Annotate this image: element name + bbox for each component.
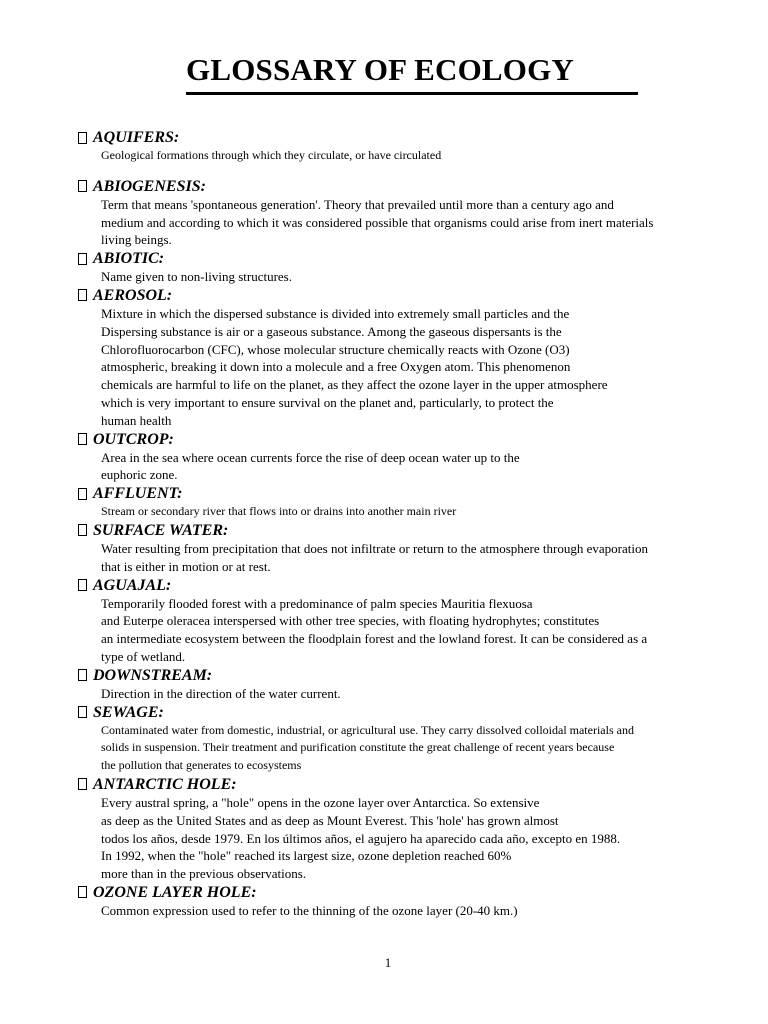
glossary-entry xyxy=(78,576,738,666)
glossary-definition xyxy=(101,305,738,430)
term-row xyxy=(78,521,738,540)
definition-line: solids in suspension. Their treatment and purification constitute the great challenge of recent years because xyxy=(101,740,615,755)
definition-line: Contaminated water from domestic, industrial, or agricultural use. They carry dissolved colloidal materials and xyxy=(101,722,634,737)
glossary-definition xyxy=(101,902,738,920)
definition-line: human health xyxy=(101,412,172,428)
glossary-term: ABIOTIC: xyxy=(93,250,165,268)
glossary-definition xyxy=(101,685,738,703)
term-row xyxy=(78,177,738,196)
definition-line: more than in the previous observations. xyxy=(101,866,307,882)
bullet-box-icon xyxy=(78,253,87,265)
definition-line: Geological formations through which they circulate, or have circulated xyxy=(101,148,442,162)
definition-line: and Euterpe oleracea interspersed with other tree species, with floating hydrophytes; constitutes xyxy=(101,613,600,629)
glossary-definition xyxy=(101,794,738,883)
definition-line: Direction in the direction of the water current. xyxy=(101,685,341,701)
glossary-entry xyxy=(78,883,738,920)
definition-line: Temporarily flooded forest with a predominance of palm species Mauritia flexuosa xyxy=(101,595,533,611)
glossary-list xyxy=(78,128,738,920)
glossary-definition xyxy=(101,147,738,165)
definition-line: chemicals are harmful to life on the planet, as they affect the ozone layer in the upper atmosphere xyxy=(101,377,608,393)
bullet-box-icon xyxy=(78,778,87,790)
glossary-term: AEROSOL: xyxy=(93,286,173,304)
definition-line: living beings. xyxy=(101,232,172,248)
term-row xyxy=(78,703,738,722)
definition-line: atmospheric, breaking it down into a molecule and a free Oxygen atom. This phenomenon xyxy=(101,359,571,375)
definition-line: as deep as the United States and as deep as Mount Everest. This 'hole' has grown almost xyxy=(101,812,559,828)
definition-line: todos los años, desde 1979. En los últimos años, el agujero ha aparecido cada año, excepto en 1988. xyxy=(101,830,621,846)
glossary-entry xyxy=(78,177,738,249)
definition-line: Dispersing substance is air or a gaseous substance. Among the gaseous dispersants is the xyxy=(101,323,562,339)
bullet-box-icon xyxy=(78,488,87,500)
bullet-box-icon xyxy=(78,669,87,681)
glossary-entry xyxy=(78,521,738,576)
definition-line: an intermediate ecosystem between the floodplain forest and the lowland forest. It can be considered as a xyxy=(101,631,648,647)
definition-line: Term that means 'spontaneous generation'. Theory that prevailed until more than a century ago and xyxy=(101,196,614,212)
term-row xyxy=(78,883,738,902)
definition-line: Water resulting from precipitation that does not infiltrate or return to the atmosphere through evaporation xyxy=(101,540,648,556)
term-row xyxy=(78,249,738,268)
glossary-term: ANTARCTIC HOLE: xyxy=(93,775,237,793)
definition-line: Chlorofluorocarbon (CFC), whose molecular structure chemically reacts with Ozone (O3) xyxy=(101,341,570,357)
definition-line: that is either in motion or at rest. xyxy=(101,558,271,574)
glossary-definition xyxy=(101,503,738,521)
term-row xyxy=(78,286,738,305)
bullet-box-icon xyxy=(78,180,87,192)
definition-line: Stream or secondary river that flows into or drains into another main river xyxy=(101,504,457,519)
term-row xyxy=(78,775,738,794)
bullet-box-icon xyxy=(78,706,87,718)
glossary-entry xyxy=(78,666,738,703)
bullet-box-icon xyxy=(78,886,87,898)
glossary-term: SURFACE WATER: xyxy=(93,521,229,539)
term-row xyxy=(78,484,738,503)
glossary-definition xyxy=(101,722,738,775)
glossary-definition xyxy=(101,595,738,666)
definition-line: Area in the sea where ocean currents force the rise of deep ocean water up to the xyxy=(101,449,520,465)
bullet-box-icon xyxy=(78,579,87,591)
definition-line: Name given to non-living structures. xyxy=(101,269,292,285)
term-row xyxy=(78,430,738,449)
term-row xyxy=(78,666,738,685)
definition-line: euphoric zone. xyxy=(101,467,178,483)
definition-line: type of wetland. xyxy=(101,648,186,664)
definition-line: which is very important to ensure survival on the planet and, particularly, to protect the xyxy=(101,394,554,410)
glossary-term: OZONE LAYER HOLE: xyxy=(93,883,257,901)
bullet-box-icon xyxy=(78,132,87,144)
glossary-term: OUTCROP: xyxy=(93,430,174,448)
glossary-entry xyxy=(78,286,738,430)
definition-line: medium and according to which it was considered possible that organisms could arise from inert materials xyxy=(101,214,654,230)
bullet-box-icon xyxy=(78,524,87,536)
glossary-entry xyxy=(78,703,738,775)
glossary-entry xyxy=(78,775,738,883)
glossary-term: ABIOGENESIS: xyxy=(93,177,206,195)
definition-line: In 1992, when the "hole" reached its largest size, ozone depletion reached 60% xyxy=(101,848,512,864)
glossary-definition xyxy=(101,449,738,485)
definition-line: the pollution that generates to ecosystems xyxy=(101,758,302,773)
title-underline xyxy=(186,52,638,95)
glossary-definition xyxy=(101,268,738,286)
bullet-box-icon xyxy=(78,433,87,445)
term-row xyxy=(78,576,738,595)
bullet-box-icon xyxy=(78,289,87,301)
term-row xyxy=(78,128,738,147)
glossary-entry xyxy=(78,430,738,485)
glossary-entry xyxy=(78,249,738,286)
glossary-term: DOWNSTREAM: xyxy=(93,666,213,684)
definition-line: Every austral spring, a "hole" opens in the ozone layer over Antarctica. So extensive xyxy=(101,794,540,810)
definition-line: Mixture in which the dispersed substance is divided into extremely small particles and the xyxy=(101,305,570,321)
page-title: GLOSSARY OF ECOLOGY xyxy=(186,52,574,87)
glossary-entry xyxy=(78,128,738,165)
page-number: 1 xyxy=(384,955,392,970)
glossary-term: AFFLUENT: xyxy=(93,485,183,503)
glossary-definition xyxy=(101,196,738,249)
glossary-definition xyxy=(101,540,738,576)
glossary-term: AGUAJAL: xyxy=(93,576,172,594)
glossary-term: AQUIFERS: xyxy=(93,129,180,146)
definition-line: Common expression used to refer to the thinning of the ozone layer (20-40 km.) xyxy=(101,902,518,918)
glossary-entry xyxy=(78,484,738,521)
glossary-term: SEWAGE: xyxy=(93,703,164,721)
